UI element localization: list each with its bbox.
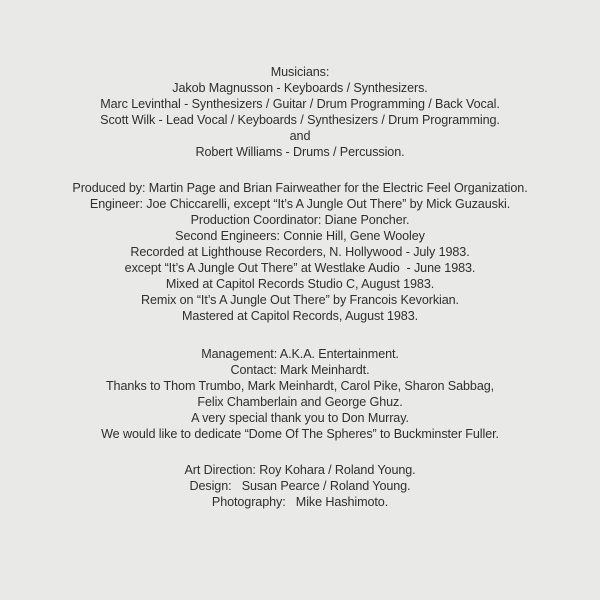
credit-line: Robert Williams - Drums / Percussion. bbox=[195, 145, 405, 159]
credit-line: Design: Susan Pearce / Roland Young. bbox=[189, 479, 411, 493]
credit-line: Remix on “It’s A Jungle Out There” by Francois Kevorkian. bbox=[141, 293, 459, 307]
management-section bbox=[0, 346, 600, 442]
credit-line: A very special thank you to Don Murray. bbox=[191, 411, 409, 425]
credit-line: Photography: Mike Hashimoto. bbox=[211, 495, 389, 509]
credit-line: Jakob Magnusson - Keyboards / Synthesizers. bbox=[172, 81, 428, 95]
credit-line: Recorded at Lighthouse Recorders, N. Hollywood - July 1983. bbox=[130, 245, 470, 259]
credit-line: Felix Chamberlain and George Ghuz. bbox=[197, 395, 403, 409]
credit-line: Second Engineers: Connie Hill, Gene Wooley bbox=[175, 229, 425, 243]
credit-line: Marc Levinthal - Synthesizers / Guitar / Drum Programming / Back Vocal. bbox=[100, 97, 500, 111]
credit-line: Mixed at Capitol Records Studio C, August 1983. bbox=[165, 277, 435, 291]
art-credits-section bbox=[0, 462, 600, 510]
credit-line: Mastered at Capitol Records, August 1983. bbox=[181, 309, 419, 323]
credit-line: We would like to dedicate “Dome Of The Spheres” to Buckminster Fuller. bbox=[101, 427, 499, 441]
credit-line: and bbox=[289, 129, 311, 143]
musicians-heading: Musicians: bbox=[270, 65, 330, 79]
musicians-section bbox=[0, 64, 600, 160]
credit-line: Thanks to Thom Trumbo, Mark Meinhardt, Carol Pike, Sharon Sabbag, bbox=[105, 379, 495, 393]
credit-line: Produced by: Martin Page and Brian Fairweather for the Electric Feel Organization. bbox=[72, 181, 528, 195]
credit-line: Engineer: Joe Chiccarelli, except “It’s A Jungle Out There” by Mick Guzauski. bbox=[89, 197, 511, 211]
credit-line: except “It’s A Jungle Out There” at Westlake Audio - June 1983. bbox=[124, 261, 476, 275]
credit-line: Scott Wilk - Lead Vocal / Keyboards / Synthesizers / Drum Programming. bbox=[100, 113, 500, 127]
credit-line: Management: A.K.A. Entertainment. bbox=[201, 347, 399, 361]
production-section bbox=[0, 180, 600, 324]
credit-line: Art Direction: Roy Kohara / Roland Young. bbox=[184, 463, 416, 477]
credit-line: Contact: Mark Meinhardt. bbox=[230, 363, 370, 377]
credit-line: Production Coordinator: Diane Poncher. bbox=[190, 213, 410, 227]
